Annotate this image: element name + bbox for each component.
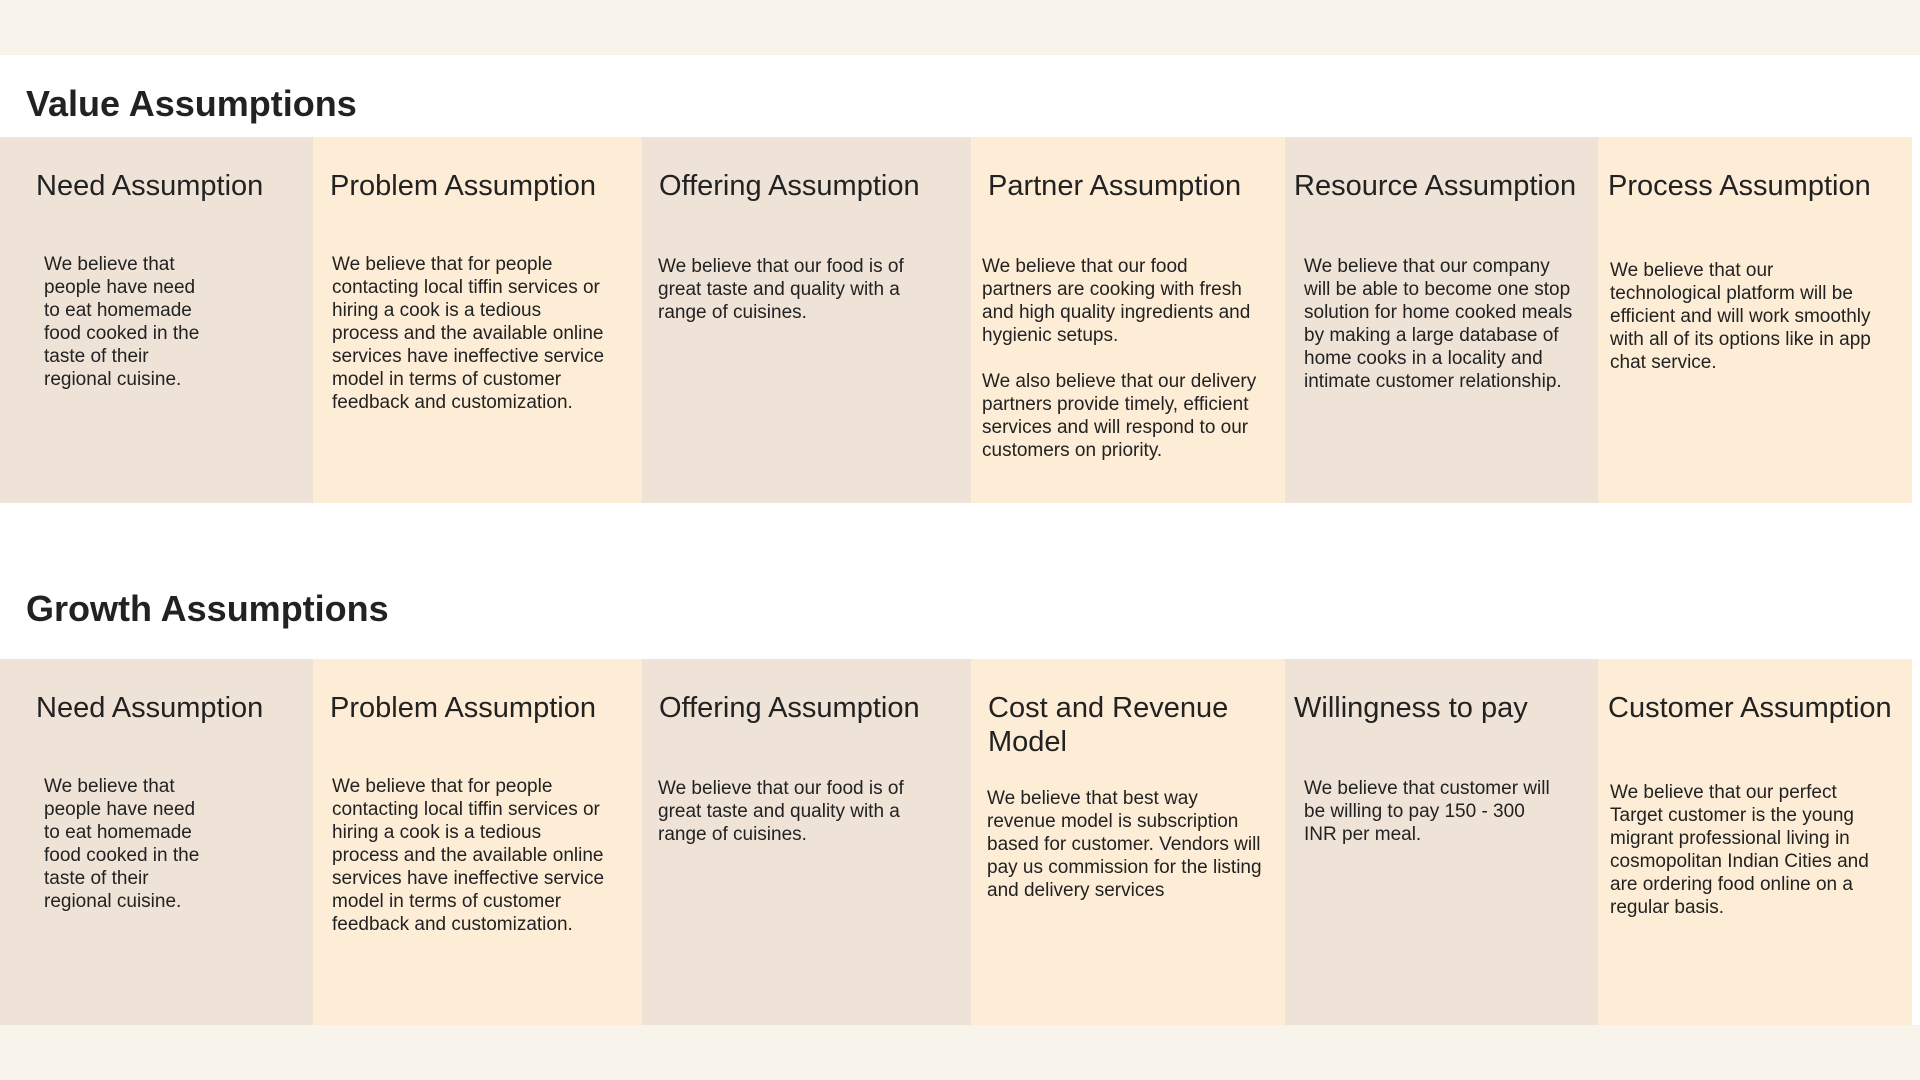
growth-assumptions-row	[0, 659, 1912, 1025]
card-body: We believe that for people contacting local tiffin services or hiring a cook is a tedious process and the available online services have ineffective service model in terms of customer feedback and customization.	[332, 254, 605, 413]
growth-problem-assumption-card	[313, 659, 642, 1025]
card-title: Problem Assumption	[330, 692, 596, 724]
growth-cost-revenue-model-card	[971, 659, 1285, 1025]
card-body: We believe that people have need to eat homemade food cooked in the taste of their regional cuisine.	[44, 254, 200, 390]
card-body: We believe that our food is of great taste and quality with a range of cuisines.	[658, 256, 904, 323]
value-assumptions-heading: Value Assumptions	[26, 83, 357, 124]
value-need-assumption-card	[0, 137, 313, 503]
card-title: Offering Assumption	[659, 692, 920, 724]
growth-need-assumption-card	[0, 659, 313, 1025]
growth-willingness-to-pay-card	[1285, 659, 1598, 1025]
card-body: We believe that best way revenue model is subscription based for customer. Vendors will pay us commission for the listing and delivery services	[987, 788, 1262, 901]
growth-assumptions-heading: Growth Assumptions	[26, 588, 389, 629]
card-title: Need Assumption	[36, 692, 264, 724]
card-title: Customer Assumption	[1608, 692, 1892, 724]
card-title: Willingness to pay	[1294, 692, 1528, 724]
value-partner-assumption-card	[971, 137, 1285, 503]
value-problem-assumption-card	[313, 137, 642, 503]
value-process-assumption-card	[1598, 137, 1912, 503]
card-body: We believe that our food is of great taste and quality with a range of cuisines.	[658, 778, 904, 845]
card-body: We believe that people have need to eat homemade food cooked in the taste of their regional cuisine.	[44, 776, 200, 912]
card-title: Resource Assumption	[1294, 170, 1577, 202]
card-body: We believe that our perfect Target customer is the young migrant professional living in cosmopolitan Indian Cities and are ordering food online on a regular basis.	[1610, 782, 1869, 918]
value-resource-assumption-card	[1285, 137, 1598, 503]
card-title: Problem Assumption	[330, 170, 596, 202]
card-title: Need Assumption	[36, 170, 264, 202]
card-title: Partner Assumption	[988, 170, 1242, 202]
card-title: Offering Assumption	[659, 170, 920, 202]
card-body: We believe that for people contacting local tiffin services or hiring a cook is a tedious process and the available online services have ineffective service model in terms of customer feedback and customization.	[332, 776, 605, 935]
card-body: We believe that our food partners are cooking with fresh and high quality ingredients and hygienic setups. We also believe that our delivery partners provide timely, efficient services and will respond to our customers on priority.	[982, 256, 1257, 461]
card-body: We believe that customer will be willing to pay 150 - 300 INR per meal.	[1304, 778, 1550, 845]
growth-offering-assumption-card	[642, 659, 971, 1025]
growth-customer-assumption-card	[1598, 659, 1912, 1025]
value-assumptions-row	[0, 137, 1912, 503]
card-body: We believe that our technological platform will be efficient and will work smoothly with all of its options like in app chat service.	[1610, 260, 1871, 373]
card-body: We believe that our company will be able to become one stop solution for home cooked meals by making a large database of home cooks in a locality and intimate customer relationship.	[1304, 256, 1573, 392]
value-offering-assumption-card	[642, 137, 971, 503]
card-title: Cost and Revenue Model	[988, 692, 1229, 758]
card-title: Process Assumption	[1608, 170, 1871, 202]
